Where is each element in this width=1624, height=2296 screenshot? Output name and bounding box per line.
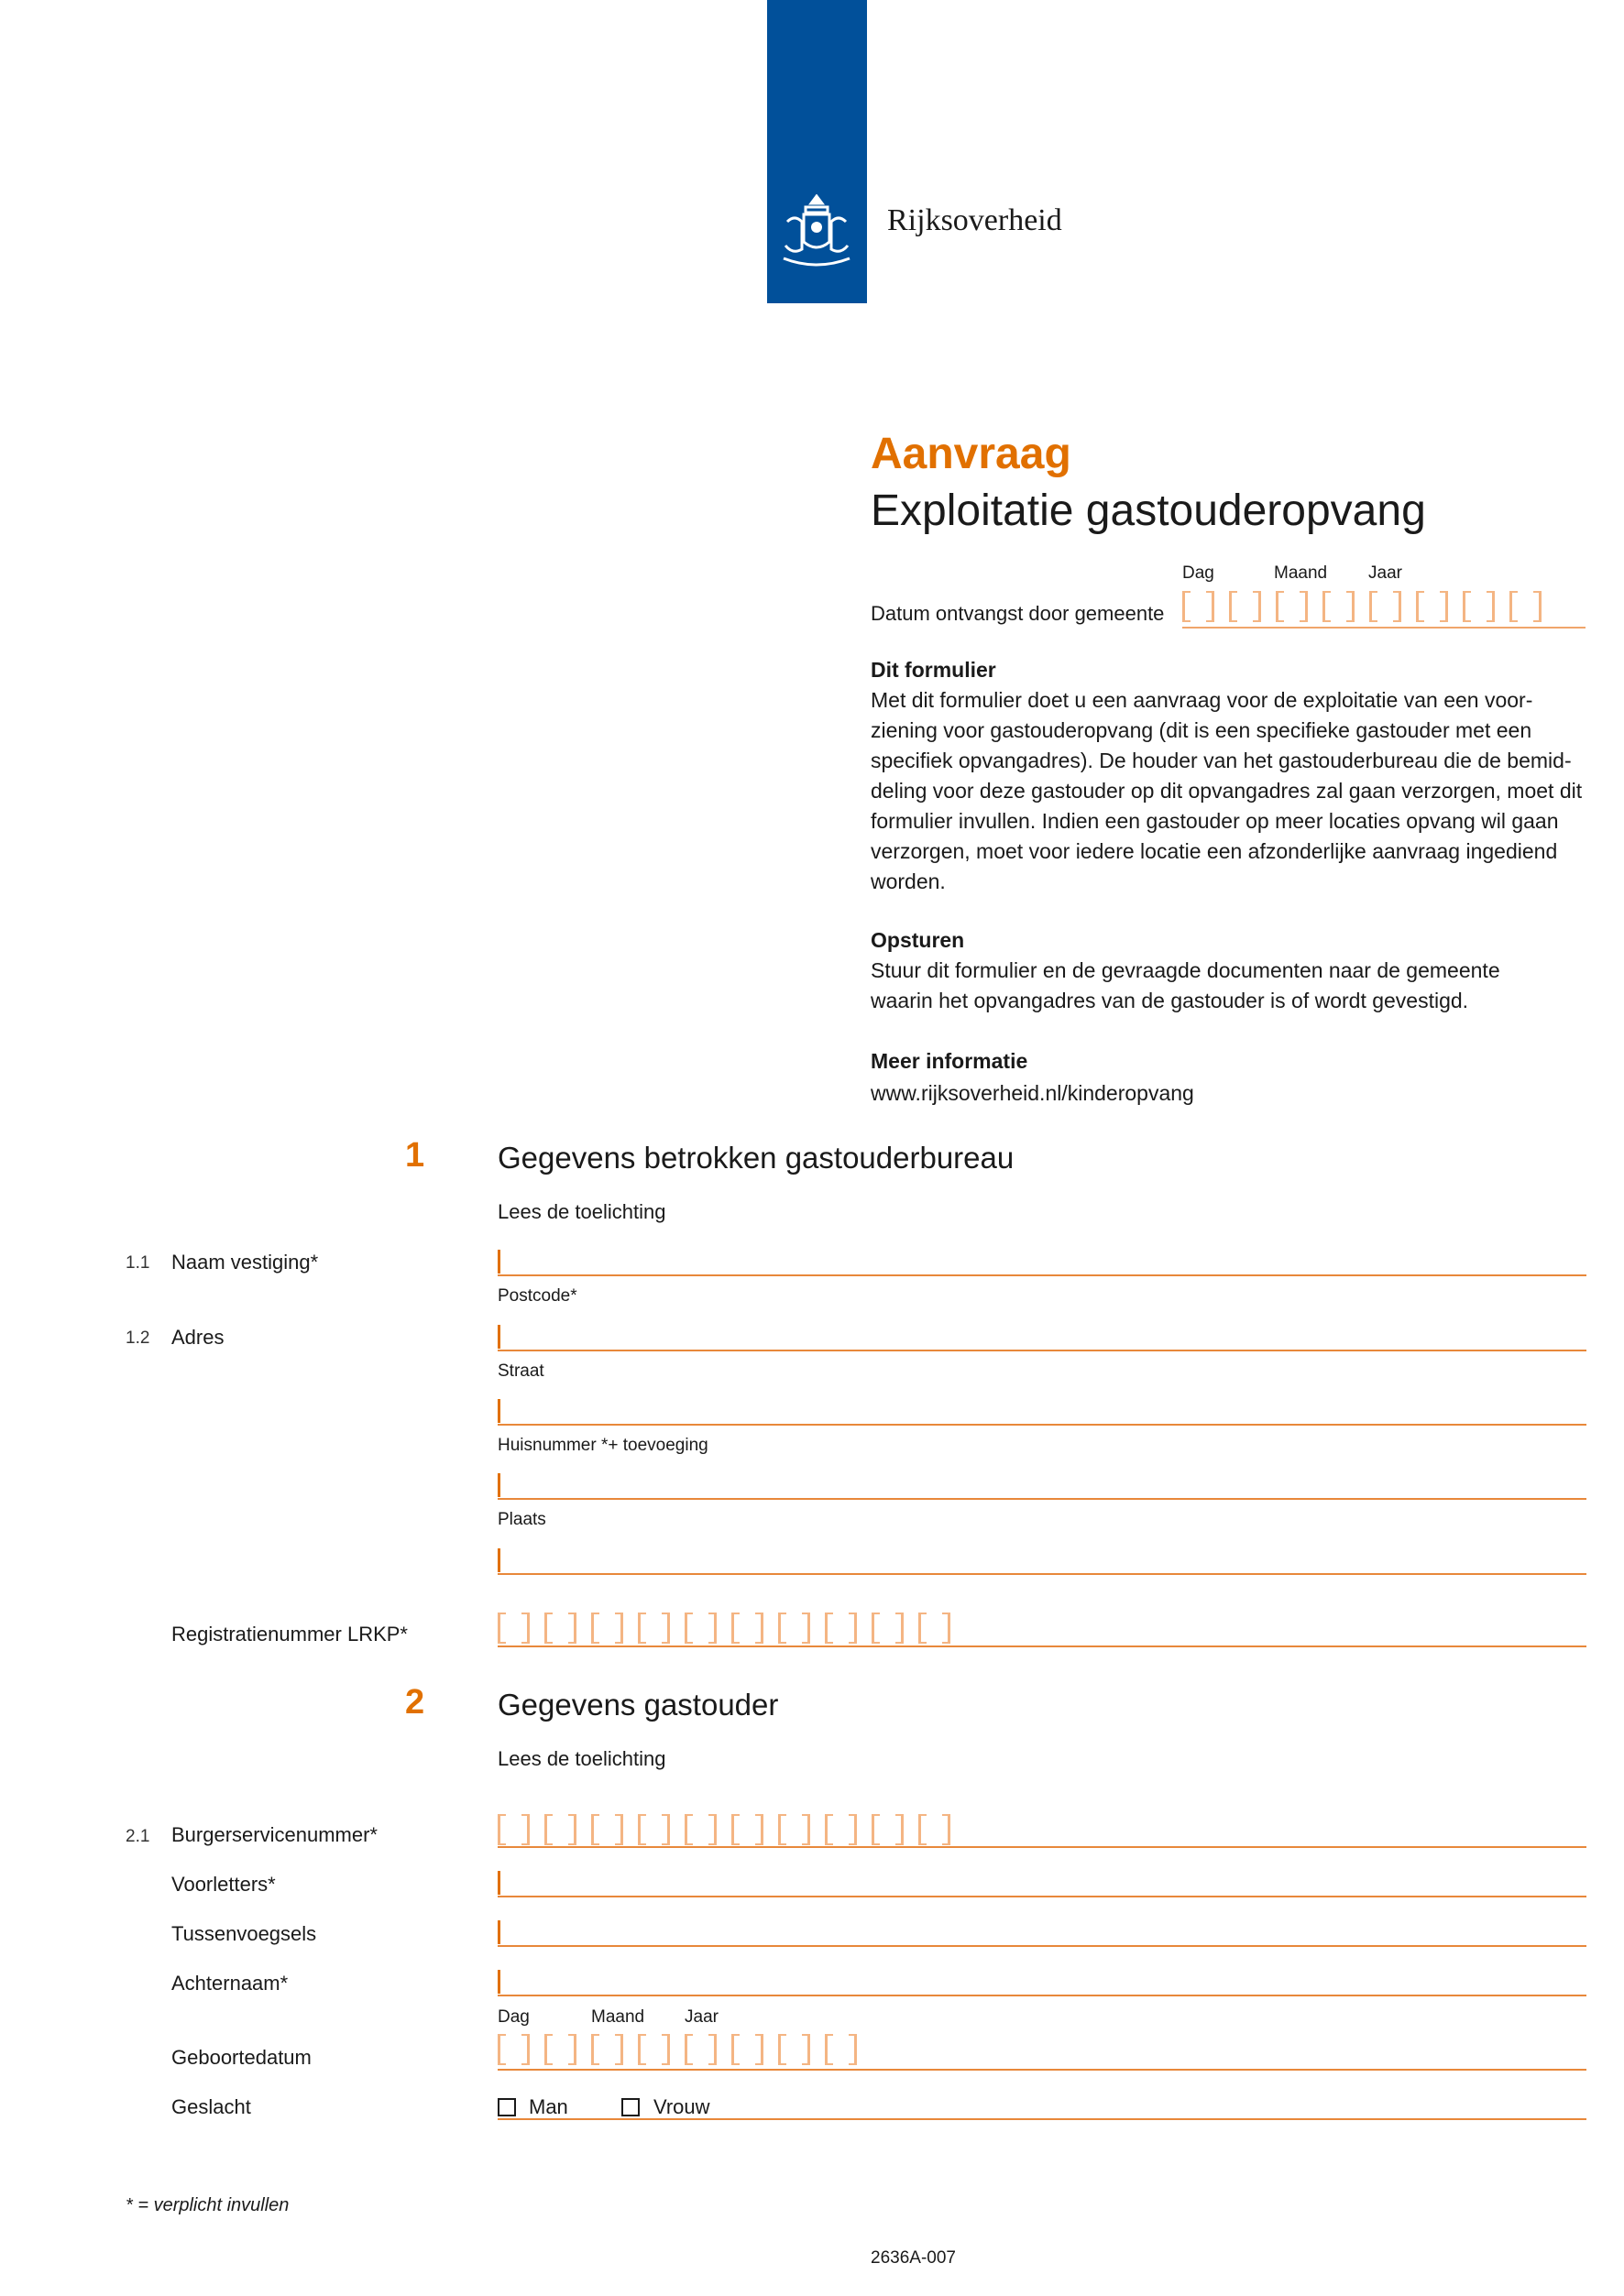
dob-jaar-label: Jaar xyxy=(685,2007,719,2027)
lrkp-label: Registratienummer LRKP* xyxy=(171,1623,408,1645)
divider xyxy=(498,2118,1586,2120)
divider xyxy=(1182,627,1586,629)
brand-name: Rijksoverheid xyxy=(887,203,1062,237)
form-description: Met dit formulier doet u een aanvraag voor de exploitatie van een voor- ziening voor gastouderopvang (dit is een specifieke gastouder met een specifiek opvangadres). De houder van het gastouderbureau die de bemid- deling voor deze gastouder op dit opvangadres zal gaan verzorgen, moet dit formulier invullen. Indien een gastouder op meer locaties opvang wil gaan verzorgen, moet voor iedere locatie een afzonderlijke aanvraag ingediend worden. xyxy=(871,688,1583,893)
geboortedatum-label: Geboortedatum xyxy=(171,2046,312,2069)
form-heading: Dit formulier xyxy=(871,658,996,682)
adres-label: Adres xyxy=(171,1326,225,1349)
section-2-number: 2 xyxy=(405,1683,425,1722)
page-title: Aanvraag xyxy=(871,430,1071,478)
divider xyxy=(498,1498,1586,1500)
section-2-note: Lees de toelichting xyxy=(498,1747,666,1770)
bsn-label: Burgerservicenummer* xyxy=(171,1823,378,1846)
q-1-1-number: 1.1 xyxy=(126,1253,150,1273)
required-note: * = verplicht invullen xyxy=(126,2195,290,2215)
receipt-date-field[interactable] xyxy=(1182,591,1556,618)
page-subtitle: Exploitatie gastouderopvang xyxy=(871,487,1426,535)
send-description: Stuur dit formulier en de gevraagde documenten naar de gemeente waarin het opvangadres van de gastouder is of wordt gevestigd. xyxy=(871,958,1500,1012)
section-1-title: Gegevens betrokken gastouderbureau xyxy=(498,1141,1015,1175)
section-2-title: Gegevens gastouder xyxy=(498,1688,779,1722)
geslacht-label: Geslacht xyxy=(171,2095,251,2118)
achternaam-label: Achternaam* xyxy=(171,1972,289,1995)
lrkp-input[interactable] xyxy=(498,1613,965,1640)
plaats-input[interactable] xyxy=(498,1548,500,1572)
q-2-1-number: 2.1 xyxy=(126,1827,150,1846)
section-1-number: 1 xyxy=(405,1136,425,1175)
postcode-label: Postcode* xyxy=(498,1286,577,1306)
plaats-label: Plaats xyxy=(498,1510,546,1529)
section-1-note: Lees de toelichting xyxy=(498,1200,666,1223)
divider xyxy=(498,1995,1586,1996)
voorletters-label: Voorletters* xyxy=(171,1873,276,1896)
huisnummer-input[interactable] xyxy=(498,1473,500,1497)
divider xyxy=(498,1350,1586,1351)
send-heading: Opsturen xyxy=(871,928,965,952)
man-label: Man xyxy=(529,2095,568,2118)
receipt-label: Datum ontvangst door gemeente xyxy=(871,602,1165,625)
geboortedatum-input[interactable] xyxy=(498,2034,872,2061)
achternaam-input[interactable] xyxy=(498,1970,500,1994)
tussenvoegsels-label: Tussenvoegsels xyxy=(171,1922,317,1945)
q-1-2-number: 1.2 xyxy=(126,1328,150,1348)
logo-bar xyxy=(767,0,867,303)
divider xyxy=(498,1645,1586,1647)
straat-input[interactable] xyxy=(498,1399,500,1423)
form-code: 2636A-007 xyxy=(871,2248,956,2268)
info-heading: Meer informatie xyxy=(871,1049,1028,1073)
postcode-input[interactable] xyxy=(498,1325,500,1349)
divider xyxy=(498,1945,1586,1947)
receipt-maand-label: Maand xyxy=(1274,563,1328,583)
huisnummer-label: Huisnummer *+ toevoeging xyxy=(498,1436,708,1455)
voorletters-input[interactable] xyxy=(498,1871,500,1895)
vrouw-label: Vrouw xyxy=(653,2095,710,2118)
divider xyxy=(498,1424,1586,1426)
naam-vestiging-input[interactable] xyxy=(498,1250,500,1274)
divider xyxy=(498,1274,1586,1276)
tussenvoegsels-input[interactable] xyxy=(498,1920,500,1944)
straat-label: Straat xyxy=(498,1361,544,1381)
divider xyxy=(498,2069,1586,2071)
divider xyxy=(498,1846,1586,1848)
naam-vestiging-label: Naam vestiging* xyxy=(171,1251,319,1274)
coat-of-arms-icon xyxy=(774,194,860,277)
receipt-jaar-label: Jaar xyxy=(1368,563,1402,583)
dob-maand-label: Maand xyxy=(591,2007,645,2027)
divider xyxy=(498,1896,1586,1897)
info-link[interactable]: www.rijksoverheid.nl/kinderopvang xyxy=(871,1081,1194,1105)
receipt-dag-label: Dag xyxy=(1182,563,1214,583)
bsn-input[interactable] xyxy=(498,1814,965,1842)
dob-dag-label: Dag xyxy=(498,2007,530,2027)
divider xyxy=(498,1573,1586,1575)
